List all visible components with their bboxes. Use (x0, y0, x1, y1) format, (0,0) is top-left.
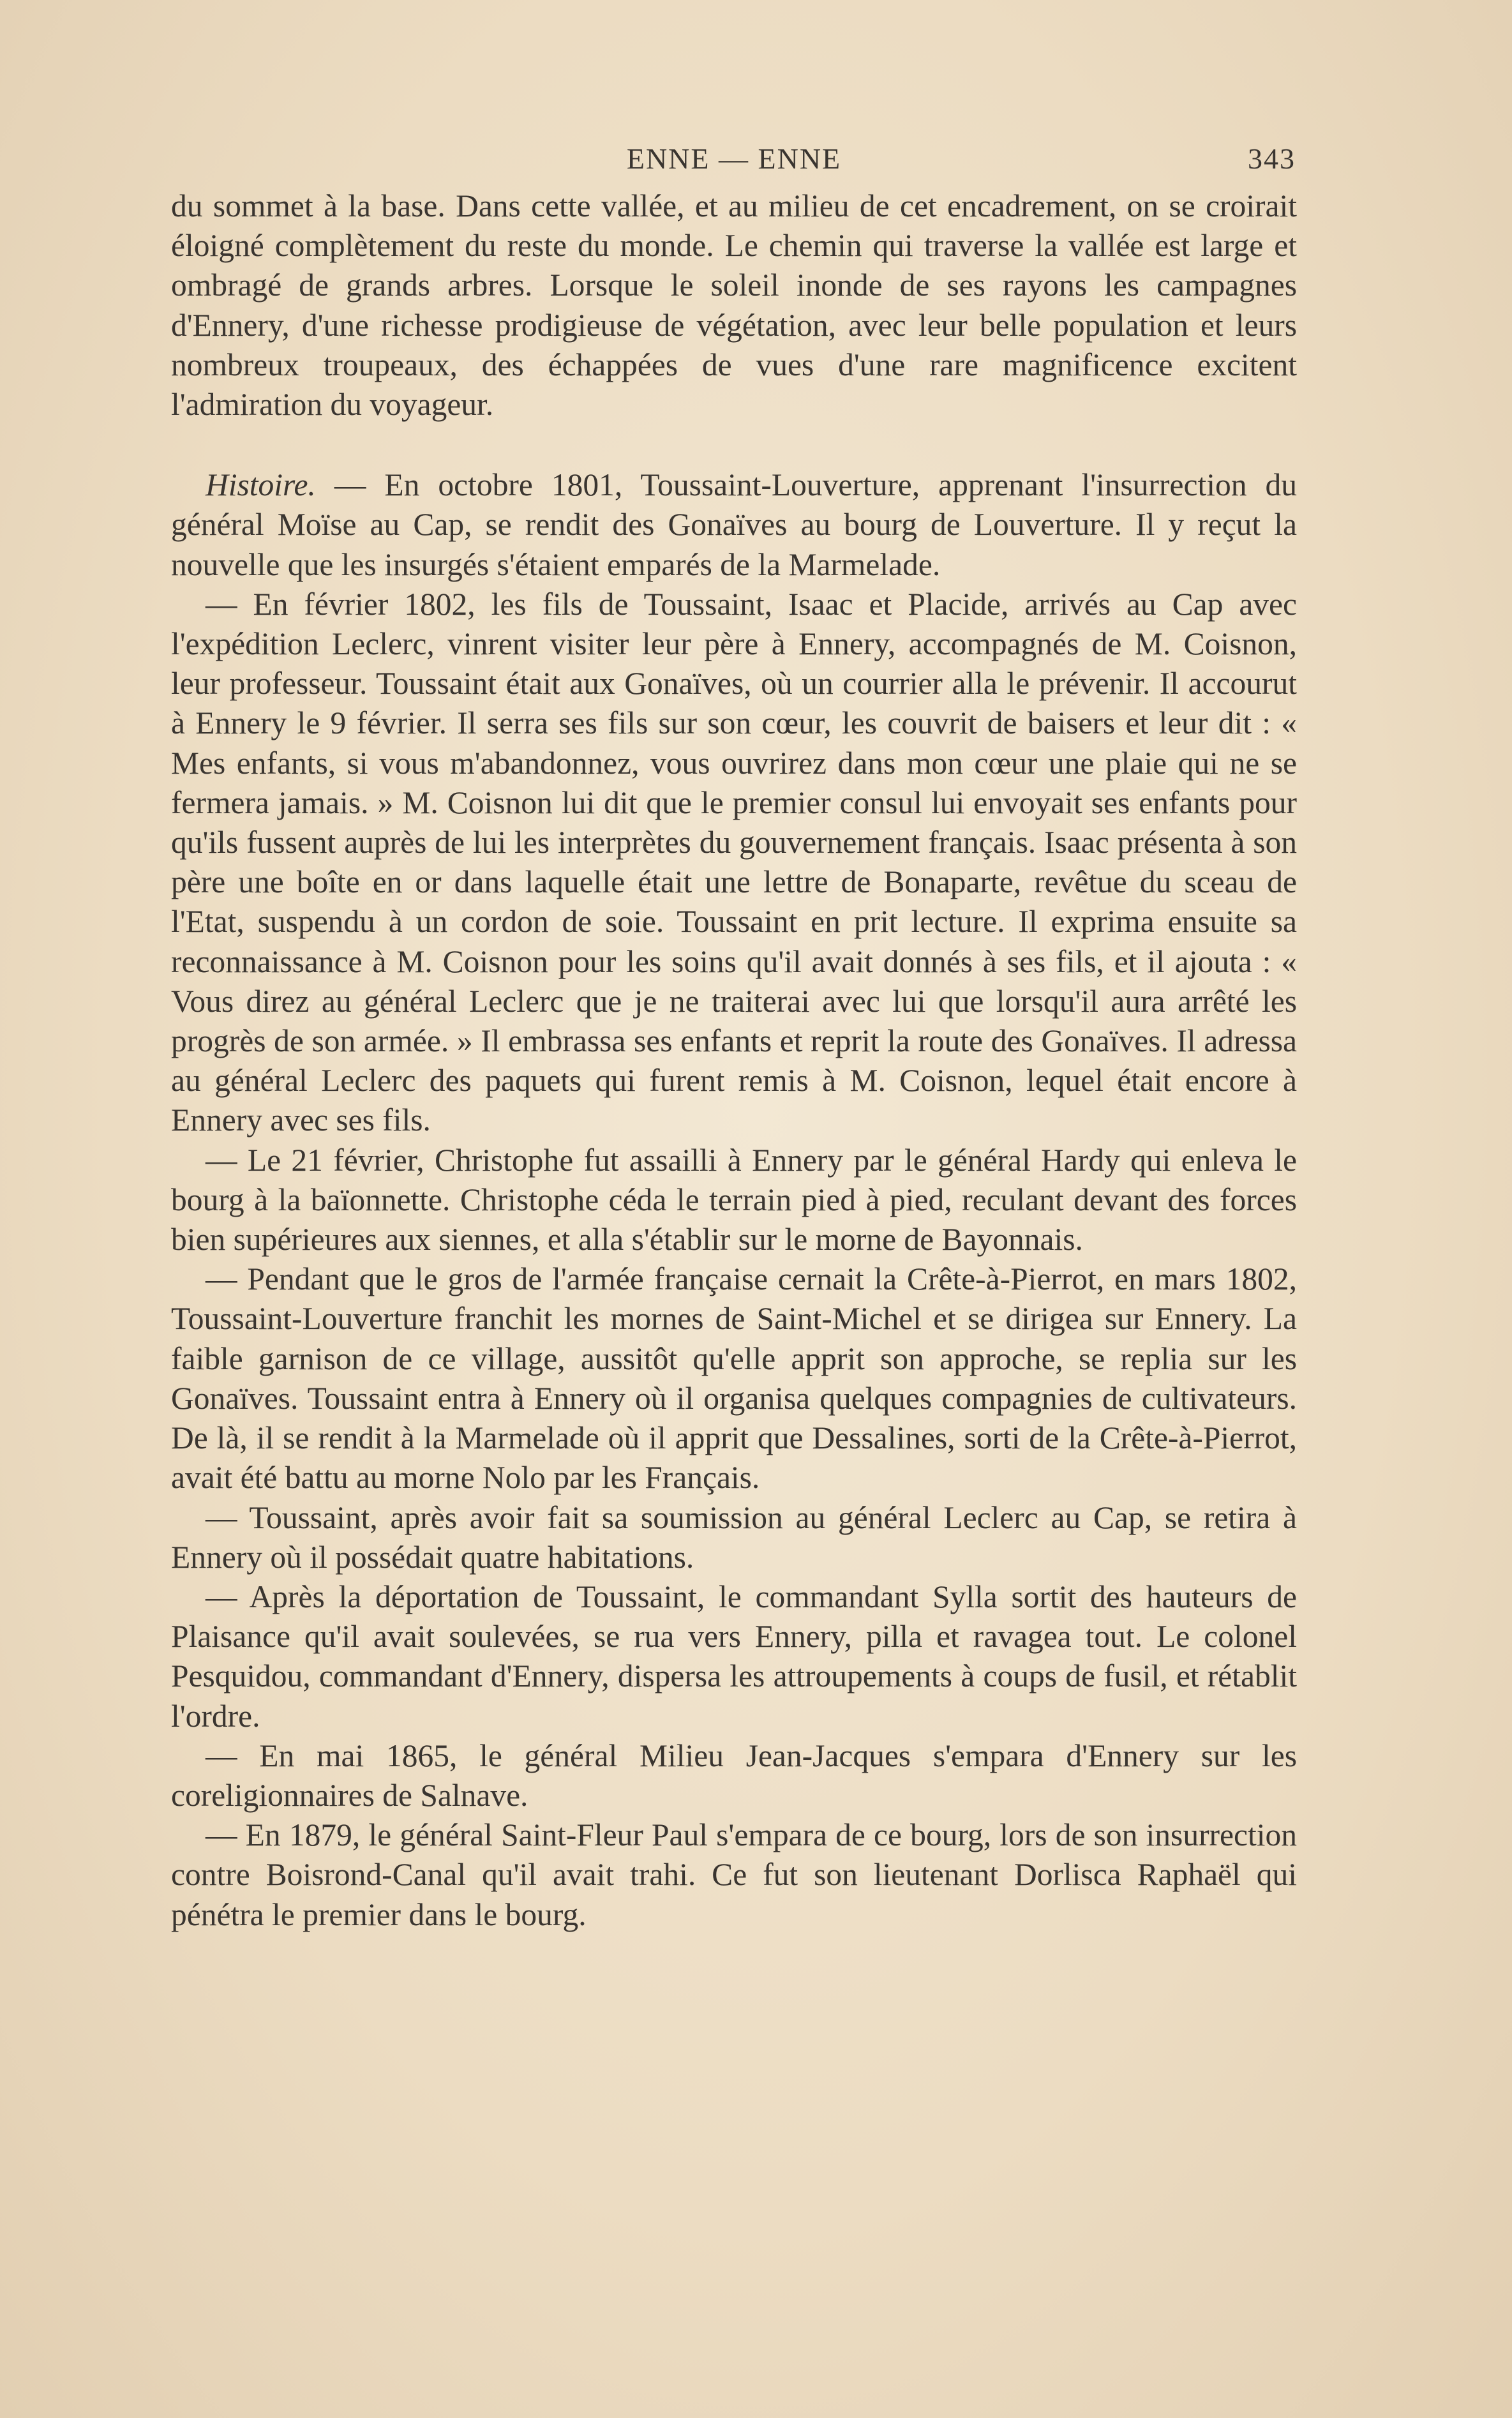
paragraph (171, 1141, 1297, 1260)
paragraph (171, 585, 1297, 1141)
running-title: ENNE — ENNE (626, 142, 842, 175)
paragraph (171, 1736, 1297, 1815)
paragraph-text: du sommet à la base. Dans cette vallée, et au milieu de cet encadrement, on se croirait éloigné complètement du reste du monde. Le chemin qui traverse la vallée est large et ombragé de grands arbres. Lorsque le soleil inonde de ses rayons les campagnes d'Ennery, d'une richesse prodigieuse de végétation, avec leur belle population et leurs nombreux troupeaux, des échappées de vues d'une rare magnificence excitent l'admiration du voyageur. (171, 188, 1297, 423)
paragraph (171, 1259, 1297, 1498)
page-header (172, 133, 1296, 184)
page-number: 343 (1248, 142, 1296, 175)
paragraph (171, 1577, 1297, 1736)
paragraph (171, 186, 1297, 424)
paragraph-text: — Le 21 février, Christophe fut assailli à Ennery par le général Hardy qui enleva le bourg à la baïonnette. Christophe céda le terrain pied à pied, reculant devant des forces bien supérieures aux siennes, et alla s'établir sur le morne de Bayonnais. (171, 1142, 1297, 1258)
paragraph-text: — En février 1802, les fils de Toussaint, Isaac et Placide, arrivés au Cap avec l'expédition Leclerc, vinrent visiter leur père à Ennery, accompagnés de M. Coisnon, leur professeur. Toussaint était aux Gonaïves, où un courrier alla le prévenir. Il accourut à Ennery le 9 février. Il serra ses fils sur son cœur, les couvrit de baisers et leur dit : « Mes enfants, si vous m'abandonnez, vous ouvrirez dans mon cœur une plaie qui ne se fermera jamais. » M. Coisnon lui dit que le premier consul lui envoyait ses enfants pour qu'ils fussent auprès de lui les interprètes du gouvernement français. Isaac présenta à son père une boîte en or dans laquelle était une lettre de Bonaparte, revêtue du sceau de l'Etat, suspendu à un cordon de soie. Toussaint en prit lecture. Il exprima ensuite sa reconnaissance à M. Coisnon pour les soins qu'il avait donnés à ses fils, et il ajouta : « Vous direz au général Leclerc que je ne traiterai avec lui que lorsqu'il aura arrêté les progrès de son armée. » Il embrassa ses enfants et reprit la route des Gonaïves. Il adressa au général Leclerc des paquets qui furent remis à M. Coisnon, lequel était encore à Ennery avec ses fils. (171, 586, 1297, 1138)
paragraph (171, 1498, 1297, 1577)
paragraph-text: — En 1879, le général Saint-Fleur Paul s'empara de ce bourg, lors de son insurrection contre Boisrond-Canal qu'il avait trahi. Ce fut son lieutenant Dorlisca Raphaël qui pénétra le premier dans le bourg. (171, 1817, 1297, 1932)
paragraph-text: — En octobre 1801, Toussaint-Louverture, apprenant l'insurrection du général Moïse au Cap, se rendit des Gonaïves au bourg de Louverture. Il y reçut la nouvelle que les insurgés s'étaient emparés de la Marmelade. (171, 467, 1297, 582)
paragraph-text: — Après la déportation de Toussaint, le commandant Sylla sortit des hauteurs de Plaisance qu'il avait soulevées, se rua vers Ennery, pilla et ravagea tout. Le colonel Pesquidou, commandant d'Ennery, dispersa les attroupements à coups de fusil, et rétablit l'ordre. (171, 1579, 1297, 1734)
body-text (171, 186, 1297, 1935)
paragraph (171, 1815, 1297, 1935)
paragraph (171, 465, 1297, 585)
paragraph-text: — Pendant que le gros de l'armée française cernait la Crête-à-Pierrot, en mars 1802, Toussaint-Louverture franchit les mornes de Saint-Michel et se dirigea sur Ennery. La faible garnison de ce village, aussitôt qu'elle apprit son approche, se replia sur les Gonaïves. Toussaint entra à Ennery où il organisa quelques compagnies de cultivateurs. De là, il se rendit à la Marmelade où il apprit que Dessalines, sorti de la Crête-à-Pierrot, avait été battu au morne Nolo par les Français. (171, 1261, 1297, 1496)
paragraph-text: — En mai 1865, le général Milieu Jean-Jacques s'empara d'Ennery sur les coreligionnaires de Salnave. (171, 1738, 1297, 1813)
section-heading-histoire: Histoire. (206, 467, 316, 503)
paragraph-text: — Toussaint, après avoir fait sa soumission au général Leclerc au Cap, se retira à Ennery où il possédait quatre habitations. (171, 1499, 1297, 1575)
